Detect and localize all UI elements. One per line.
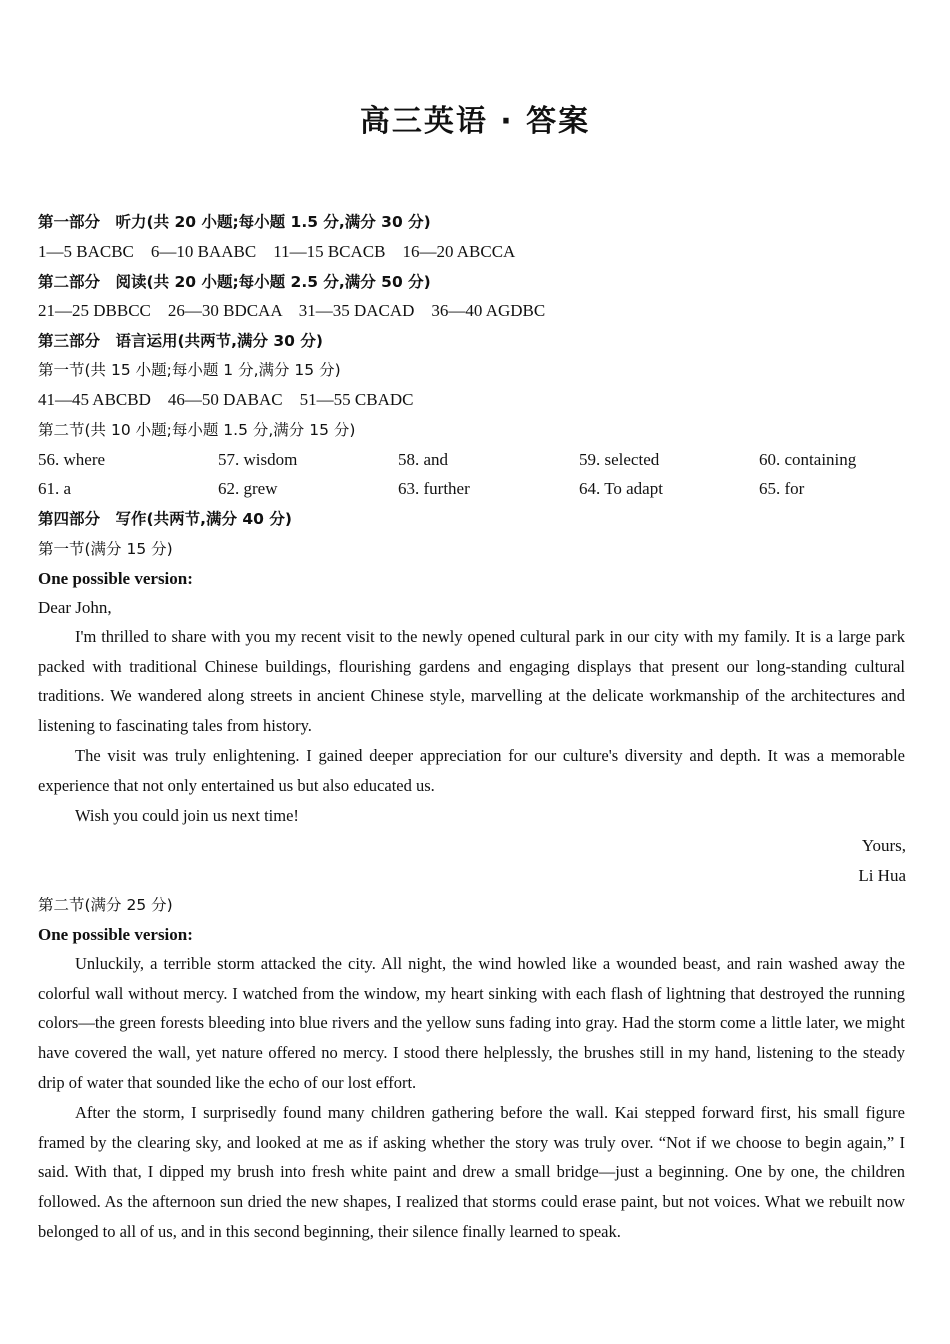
story-paragraph-2: After the storm, I surprisedly found many children gathering before the wall. Kai stepped forward first, his small figure framed by the clearing sky, and looked at me as if asking whether the story was truly over. “Not if we choose to begin again,” I said. With that, I dipped my brush into fresh white paint and drew a small bridge—just a beginning. One by one, the children followed. As the afternoon sun dried the new shapes, I realized that storms could erase paint, but not voices. What we rebuilt now belonged to all of us, and in this second beginning, their silence finally learned to speak. [38,1103,905,1241]
part4-section2-heading: 第二节(满分 25 分) [38,896,173,914]
part2-answers: 21—25 DBBCC 26—30 BDCAA 31—35 DACAD 36—40 AGDBC [38,301,546,320]
answer-64: 64. To adapt [579,479,663,498]
page-title: 高三英语 · 答案 [359,104,591,139]
answer-57: 57. wisdom [218,450,298,469]
answer-62: 62. grew [218,479,278,498]
part3-heading: 第三部分 语言运用(共两节,满分 30 分) [38,332,323,350]
part4-section1-heading: 第一节(满分 15 分) [38,540,173,558]
answer-61: 61. a [38,479,72,498]
part1-answers: 1—5 BACBC 6—10 BAABC 11—15 BCACB 16—20 ABCCA [38,242,516,261]
answer-59: 59. selected [579,450,660,469]
letter-greeting: Dear John, [38,598,112,617]
story-paragraph-1: Unluckily, a terrible storm attacked the city. All night, the wind howled like a wounded beast, and rain washed away the colorful wall without mercy. I watched from the window, my heart sinking with each flash of lightning that destroyed the running colors—the green forests bleeding into blue rivers and the yellow suns fading into gray. Had the storm come a little later, we might have covered the wall, yet nature offered no mercy. I stood there helplessly, the brushes still in my hand, listening to the steady drip of water that sounded like the echo of our lost effort. [38,954,905,1092]
answer-60: 60. containing [759,450,857,469]
part1-heading: 第一部分 听力(共 20 小题;每小题 1.5 分,满分 30 分) [38,213,431,231]
letter-paragraph-2: The visit was truly enlightening. I gained deeper appreciation for our culture's diversity and depth. It was a memorable experience that not only entertained us but also educated us. [38,746,905,795]
answer-56: 56. where [38,450,106,469]
part3-section1-answers: 41—45 ABCBD 46—50 DABAC 51—55 CBADC [38,390,414,409]
part3-section2-heading: 第二节(共 10 小题;每小题 1.5 分,满分 15 分) [38,421,356,439]
letter-signature: Li Hua [858,866,906,885]
part4-heading: 第四部分 写作(共两节,满分 40 分) [38,510,292,528]
answer-63: 63. further [398,479,470,498]
letter-paragraph-3: Wish you could join us next time! [75,806,299,825]
version-label-2: One possible version: [38,925,193,944]
part3-section1-heading: 第一节(共 15 小题;每小题 1 分,满分 15 分) [38,361,341,379]
letter-paragraph-1: I'm thrilled to share with you my recent visit to the newly opened cultural park in our city with my family. It is a large park packed with traditional Chinese buildings, flourishing gardens and engaging displays that present our long-standing cultural traditions. We wandered along streets in ancient Chinese style, marvelling at the delicate workmanship of the architectures and listening to fascinating tales from history. [38,627,905,736]
answer-65: 65. for [759,479,805,498]
part2-heading: 第二部分 阅读(共 20 小题;每小题 2.5 分,满分 50 分) [38,273,431,291]
version-label-1: One possible version: [38,569,193,588]
answer-58: 58. and [398,450,449,469]
letter-closing: Yours, [861,836,906,855]
